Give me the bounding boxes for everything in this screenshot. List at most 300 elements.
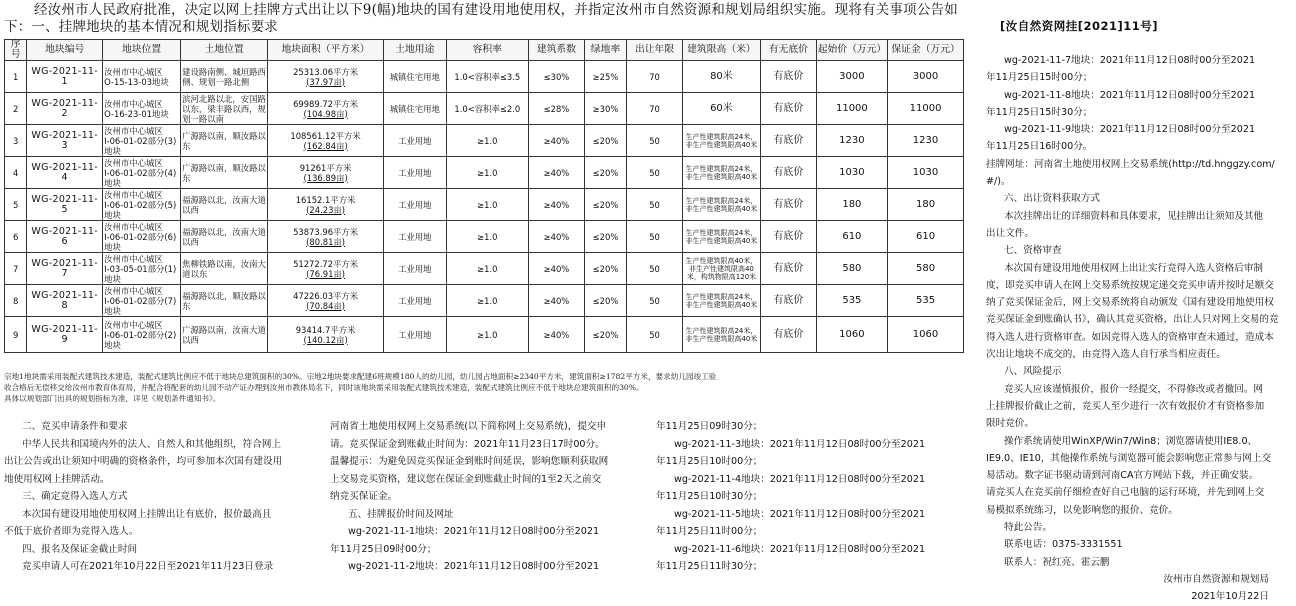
- paragraph-line: 挂牌网址：河南省土地使用权网上交易系统(http://td.hnggzy.com/: [986, 158, 1275, 170]
- paragraph-line: wg-2021-11-9地块：2021年11月12日08时00分至2021: [1004, 124, 1256, 136]
- green-ratio: ≤20%: [592, 167, 619, 178]
- reserve-price: 有底价: [773, 294, 804, 306]
- table-cell: [384, 157, 446, 189]
- paragraph-line: 年11月25日15时00分；: [986, 72, 1093, 84]
- paragraph-line: 年11月25日11时00分；: [656, 526, 763, 537]
- table-cell: [181, 125, 268, 157]
- height-limit: 生产性建筑限高24米，非生产性建筑限高40米: [685, 326, 758, 343]
- table-cell: [682, 157, 760, 189]
- table-cell: [27, 285, 103, 317]
- paragraph-line: wg-2021-11-1地块：2021年11月12日08时00分至2021: [348, 526, 600, 537]
- table-cell: [268, 189, 384, 221]
- paragraph-line: #/)。: [986, 176, 1011, 188]
- row-number: 4: [12, 167, 19, 178]
- table-cell: [682, 317, 760, 353]
- paragraph-line: 竞买申请人可在2021年10月22日至2021年11月23日登录: [22, 561, 274, 572]
- table-cell: [446, 93, 529, 125]
- floor-area-ratio: 1.0<容积率≤2.0: [454, 103, 521, 114]
- table-cell: [5, 125, 27, 157]
- paragraph-line: 八、风险提示: [1004, 366, 1062, 378]
- paragraph-line: 得入选人进行资格审查。如因竞得入选人的资格审查未通过，造成本: [986, 331, 1274, 343]
- paragraph-line: wg-2021-11-7地块：2021年11月12日08时00分至2021: [1004, 55, 1256, 66]
- height-limit: 80米: [710, 70, 733, 82]
- announcement-intro: [4, 2, 982, 36]
- plot-parcel: I-06-01-02部分(3)地块: [104, 135, 177, 156]
- plot-district: 汝州市中心城区: [104, 189, 163, 200]
- paragraph-line: 本次国有建设用地使用权网上出让实行竞得入选人资格后审制: [1004, 262, 1264, 274]
- table-header-cell: 出让年限: [627, 40, 683, 61]
- plot-area-mu: (136.89亩): [303, 172, 348, 183]
- intro-line-2: 下：一、挂牌地块的基本情况和规划指标要求: [4, 19, 278, 35]
- row-number: 9: [12, 329, 19, 340]
- table-cell: [103, 125, 181, 157]
- table-cell: [384, 285, 446, 317]
- table-cell: [446, 285, 529, 317]
- table-cell: [584, 317, 626, 353]
- plot-code: WG-2021-11-2: [31, 97, 98, 119]
- plot-area: 91261平方米: [299, 162, 352, 173]
- column-1: [4, 418, 304, 576]
- deposit: 535: [915, 294, 936, 306]
- table-cell: [888, 61, 964, 93]
- paragraph-line: 中华人民共和国境内外的法人、自然人和其他组织，符合网上: [22, 438, 282, 450]
- starting-price: 3000: [839, 70, 865, 82]
- paragraph-line: 易活动。数字证书驱动请到河南CA官方网站下载，并正确安装。: [986, 470, 1259, 482]
- note-line: 宗地1地块需采用装配式建筑技术建造，装配式建筑比例应不低于地块总建筑面积的30%。宗地2地块要求配建6班规模180人的幼儿园，幼儿园占地面积≥2340平方米，建筑面积≥1782平方米，要求幼儿园竣工验: [4, 372, 717, 381]
- table-cell: [888, 125, 964, 157]
- table-cell: [446, 125, 529, 157]
- table-cell: [446, 61, 529, 93]
- row-number: 8: [12, 295, 19, 306]
- plot-area-mu: (37.97亩): [306, 76, 346, 87]
- table-cell: [181, 253, 268, 285]
- table-cell: [5, 189, 27, 221]
- table-row: [5, 317, 964, 353]
- reserve-price: 有底价: [773, 198, 804, 210]
- table-cell: [682, 221, 760, 253]
- table-cell: [627, 157, 683, 189]
- paragraph-line: 特此公告。: [1004, 522, 1052, 534]
- green-ratio: ≤20%: [592, 231, 619, 242]
- table-cell: [27, 317, 103, 353]
- plot-district: 汝州市中心城区: [104, 98, 163, 109]
- paragraph-line: 竞买人应该谨慎报价，报价一经提交，不得修改或者撤回。网: [1004, 383, 1264, 395]
- paragraph-line: 操作系统请使用WinXP/Win7/Win8；浏览器请使用IE8.0、: [1004, 435, 1258, 447]
- table-cell: [384, 125, 446, 157]
- signature-line: 汝州市自然资源和规划局: [1163, 573, 1269, 585]
- table-cell: [268, 125, 384, 157]
- table-cell: [5, 61, 27, 93]
- deposit: 180: [915, 198, 936, 210]
- lease-years: 50: [649, 263, 660, 274]
- table-cell: [529, 317, 585, 353]
- green-ratio: ≤20%: [592, 329, 619, 340]
- green-ratio: ≤20%: [592, 295, 619, 306]
- plot-position: 福源路以北，汝南大道以西: [182, 226, 266, 247]
- plot-code: WG-2021-11-1: [31, 65, 98, 87]
- intro-line-1: 经汝州市人民政府批准，决定以网上挂牌方式出让以下9(幅)地块的国有建设用地使用权，并指定汝州市自然资源和规划局组织实施。现将有关事项公告如: [34, 2, 958, 18]
- plot-district: 汝州市中心城区: [104, 157, 163, 168]
- starting-price: 1030: [839, 166, 865, 178]
- deposit: 11000: [909, 102, 942, 114]
- height-limit: 生产性建筑限高40米，非生产性建筑限高40米，构筑物限高120米: [685, 256, 758, 281]
- table-header-cell: 土地位置: [181, 40, 268, 61]
- table-cell: [888, 189, 964, 221]
- row-number: 1: [12, 71, 19, 82]
- height-limit: 生产性建筑限高24米，非生产性建筑限高40米: [685, 132, 758, 149]
- table-row: [5, 189, 964, 221]
- plot-parcel: O-16-23-01地块: [104, 108, 169, 119]
- paragraph-line: 年11月25日15时30分；: [986, 106, 1093, 118]
- floor-area-ratio: ≥1.0: [477, 199, 498, 210]
- height-limit: 生产性建筑限高24米，非生产性建筑限高40米: [685, 164, 758, 181]
- table-cell: [627, 61, 683, 93]
- table-cell: [760, 189, 816, 221]
- paragraph-line: 四、报名及保证金截止时间: [22, 543, 138, 555]
- paragraph-line: 五、挂牌报价时间及网址: [348, 508, 454, 520]
- plot-area: 53873.96平方米: [293, 226, 359, 237]
- table-header-cell: 地块编号: [27, 40, 103, 61]
- paragraph-line: 上挂牌报价截止之前，竞买人至少进行一次有效报价才有资格参加: [986, 400, 1265, 412]
- floor-area-ratio: ≥1.0: [477, 167, 498, 178]
- paragraph-line: 纳竞买保证金。: [330, 491, 398, 502]
- paragraph-line: 年11月25日16时00分。: [986, 141, 1093, 153]
- table-cell: [268, 93, 384, 125]
- table-header-cell: 建筑限高（米）: [682, 40, 760, 61]
- table-row: [5, 285, 964, 317]
- table-cell: [584, 61, 626, 93]
- table-cell: [27, 253, 103, 285]
- table-cell: [682, 125, 760, 157]
- table-cell: [529, 157, 585, 189]
- paragraph-line: 联系人：祝红亮、霍云鹏: [1004, 556, 1110, 568]
- signature-line: 2021年10月22日: [1191, 591, 1269, 603]
- lease-years: 50: [649, 135, 660, 146]
- building-density: ≤30%: [543, 71, 570, 82]
- lease-years: 70: [649, 103, 660, 114]
- plot-area-mu: (104.98亩): [303, 108, 348, 119]
- land-plots-table: [4, 39, 964, 353]
- table-cell: [529, 93, 585, 125]
- building-density: ≥40%: [543, 329, 570, 340]
- lease-years: 50: [649, 231, 660, 242]
- table-cell: [103, 93, 181, 125]
- paragraph-line: 三、确定竞得入选人方式: [22, 491, 128, 502]
- table-cell: [268, 285, 384, 317]
- starting-price: 535: [842, 294, 862, 306]
- paragraph-line: 本次挂牌出让的详细资料和具体要求，见挂牌出让须知及其他: [1004, 210, 1264, 222]
- table-header-cell: 起始价（万元）: [816, 40, 887, 61]
- table-header-cell: 土地用途: [384, 40, 446, 61]
- floor-area-ratio: ≥1.0: [477, 295, 498, 306]
- plot-area-mu: (70.84亩): [306, 300, 346, 311]
- plot-area-mu: (162.84亩): [303, 140, 348, 151]
- plot-district: 汝州市中心城区: [104, 221, 163, 232]
- table-cell: [816, 61, 887, 93]
- plot-parcel: I-06-01-02部分(5)地块: [104, 199, 177, 220]
- paragraph-line: 六、出让资料获取方式: [1004, 193, 1100, 205]
- lease-years: 50: [649, 199, 660, 210]
- table-header-cell: 绿地率: [584, 40, 626, 61]
- row-number: 7: [12, 263, 19, 274]
- table-cell: [816, 125, 887, 157]
- table-cell: [27, 189, 103, 221]
- paragraph-line: 不低于底价者即为竞得入选人。: [4, 526, 139, 537]
- table-cell: [816, 221, 887, 253]
- plot-code: WG-2021-11-8: [31, 289, 98, 311]
- table-cell: [627, 125, 683, 157]
- row-number: 6: [12, 231, 19, 242]
- table-header-cell: 地块面积（平方米）: [268, 40, 384, 61]
- table-cell: [446, 317, 529, 353]
- table-cell: [268, 221, 384, 253]
- land-use: 城镇住宅用地: [389, 71, 440, 82]
- paragraph-line: wg-2021-11-4地块：2021年11月12日08时00分至2021: [674, 473, 926, 485]
- starting-price: 580: [842, 262, 862, 274]
- table-cell: [760, 221, 816, 253]
- paragraph-line: 出让公告或出让须知中明确的资格条件，均可参加本次国有建设用: [4, 456, 283, 467]
- paragraph-line: 年11月25日10时00分；: [656, 456, 763, 467]
- floor-area-ratio: ≥1.0: [477, 329, 498, 340]
- table-cell: [103, 253, 181, 285]
- table-cell: [584, 221, 626, 253]
- paragraph-line: 上交易竞买资格，建议您在保证金到账截止时间的1至2天之前交: [330, 473, 602, 485]
- paragraph-line: 七、资格审查: [1004, 245, 1062, 257]
- table-cell: [5, 317, 27, 353]
- table-cell: [627, 221, 683, 253]
- paragraph-line: wg-2021-11-5地块：2021年11月12日08时00分至2021: [674, 508, 926, 520]
- table-cell: [816, 157, 887, 189]
- plot-position: 福源路以北，顺汝路以东: [182, 290, 266, 311]
- table-cell: [384, 317, 446, 353]
- table-cell: [181, 157, 268, 189]
- paragraph-line: 年11月25日11时30分；: [656, 561, 763, 572]
- table-cell: [103, 61, 181, 93]
- table-header-cell: 地块位置: [103, 40, 181, 61]
- table-cell: [888, 253, 964, 285]
- table-cell: [760, 125, 816, 157]
- reserve-price: 有底价: [773, 102, 804, 114]
- table-cell: [103, 221, 181, 253]
- deposit: 1030: [912, 166, 939, 178]
- table-cell: [446, 189, 529, 221]
- paragraph-line: 本次国有建设用地使用权网上挂牌出让有底价，报价最高且: [22, 508, 272, 520]
- land-use: 工业用地: [398, 167, 432, 178]
- paragraph-line: 次出让地块不成交的，由竞得入选人自行承当相应责任。: [986, 349, 1226, 361]
- table-cell: [584, 189, 626, 221]
- table-cell: [181, 61, 268, 93]
- plot-parcel: I-06-01-02部分(4)地块: [104, 167, 177, 188]
- row-number: 3: [12, 135, 19, 146]
- plot-district: 汝州市中心城区: [104, 319, 163, 330]
- table-header-row: [5, 40, 964, 61]
- paragraph-line: 年11月25日09时00分；: [330, 543, 437, 555]
- table-cell: [5, 253, 27, 285]
- table-row: [5, 93, 964, 125]
- deposit: 1060: [912, 328, 939, 340]
- reserve-price: 有底价: [773, 328, 804, 340]
- land-use: 工业用地: [398, 263, 432, 274]
- table-cell: [816, 317, 887, 353]
- table-cell: [384, 61, 446, 93]
- table-cell: [5, 157, 27, 189]
- floor-area-ratio: ≥1.0: [477, 263, 498, 274]
- reserve-price: 有底价: [773, 134, 804, 146]
- plot-position: 广源路以南，顺汝路以东: [182, 162, 266, 183]
- row-number: 5: [12, 199, 19, 210]
- table-cell: [268, 253, 384, 285]
- table-cell: [181, 221, 268, 253]
- paragraph-line: 限时竞价。: [986, 418, 1034, 430]
- plot-code: WG-2021-11-6: [31, 225, 98, 247]
- table-cell: [816, 189, 887, 221]
- plot-district: 汝州市中心城区: [104, 125, 163, 136]
- table-cell: [103, 157, 181, 189]
- plot-code: WG-2021-11-7: [31, 257, 98, 279]
- table-cell: [584, 125, 626, 157]
- table-cell: [627, 253, 683, 285]
- table-cell: [888, 221, 964, 253]
- plot-code: WG-2021-11-9: [31, 323, 98, 345]
- height-limit: 60米: [710, 102, 733, 114]
- table-cell: [682, 93, 760, 125]
- table-cell: [181, 93, 268, 125]
- plot-parcel: I-06-01-02部分(2)地块: [104, 329, 177, 350]
- starting-price: 180: [842, 198, 862, 210]
- paragraph-line: 年11月25日09时30分；: [656, 421, 763, 432]
- plot-position: 滨河北路以北，安国路以东，梁丰路以西，规划一路以南: [182, 93, 266, 124]
- floor-area-ratio: ≥1.0: [477, 135, 498, 146]
- plot-district: 汝州市中心城区: [104, 253, 163, 264]
- green-ratio: ≤20%: [592, 135, 619, 146]
- plot-area: 93414.7平方米: [295, 324, 356, 335]
- land-use: 工业用地: [398, 329, 432, 340]
- plot-code: WG-2021-11-3: [31, 129, 98, 151]
- paragraph-line: 纳了竞买保证金后，网上交易系统将自动颁发《国有建设用地使用权: [986, 297, 1274, 309]
- table-cell: [268, 317, 384, 353]
- building-density: ≥40%: [543, 231, 570, 242]
- land-use: 工业用地: [398, 295, 432, 306]
- table-row: [5, 125, 964, 157]
- table-header-cell: 保证金（万元）: [888, 40, 964, 61]
- building-density: ≤28%: [543, 103, 570, 114]
- reserve-price: 有底价: [773, 230, 804, 242]
- paragraph-line: 请竞买人在竞买前仔细检查好自己电脑的运行环境，并先到网上交: [986, 487, 1265, 499]
- plot-parcel: I-03-05-01部分(1)地块: [104, 263, 177, 284]
- green-ratio: ≥30%: [592, 103, 619, 114]
- height-limit: 生产性建筑限高24米，非生产性建筑限高40米: [685, 228, 758, 245]
- table-cell: [888, 285, 964, 317]
- land-use: 工业用地: [398, 135, 432, 146]
- deposit: 1230: [912, 134, 939, 146]
- floor-area-ratio: ≥1.0: [477, 231, 498, 242]
- paragraph-line: 竞买保证金到账确认书》，确认其竞买资格，出让人只对网上交易的竞: [986, 314, 1279, 326]
- table-cell: [760, 253, 816, 285]
- table-row: [5, 253, 964, 285]
- plot-area: 108561.12平方米: [290, 130, 361, 141]
- note-line: 收合格后无偿移交给汝州市教育体育局，并配合将配套的幼儿园不动产证办理到汝州市教体局名下，同时该地块需采用装配式建筑技术建造，装配式建筑比例应不低于地块总建筑面积的30%。: [4, 383, 644, 392]
- reserve-price: 有底价: [773, 262, 804, 274]
- table-cell: [384, 253, 446, 285]
- table-cell: [27, 61, 103, 93]
- table-cell: [529, 61, 585, 93]
- table-cell: [268, 157, 384, 189]
- table-cell: [384, 93, 446, 125]
- plot-code: WG-2021-11-4: [31, 161, 98, 183]
- table-cell: [181, 285, 268, 317]
- right-column: [986, 52, 1291, 606]
- land-use: 城镇住宅用地: [389, 103, 440, 114]
- column-2: [330, 418, 636, 576]
- table-cell: [682, 189, 760, 221]
- table-cell: [888, 93, 964, 125]
- paragraph-line: 河南省土地使用权网上交易系统(以下简称网上交易系统)，提交申: [330, 421, 607, 432]
- plot-district: 汝州市中心城区: [104, 285, 163, 296]
- table-cell: [103, 317, 181, 353]
- plot-position: 焦柳铁路以南，汝南大道以东: [182, 258, 266, 279]
- table-cell: [627, 93, 683, 125]
- plot-parcel: I-06-01-02部分(6)地块: [104, 231, 177, 252]
- table-cell: [27, 157, 103, 189]
- plot-area-mu: (76.91亩): [306, 268, 346, 279]
- table-cell: [446, 253, 529, 285]
- plot-district: 汝州市中心城区: [104, 66, 163, 77]
- paragraph-line: IE9.0、IE10，其他操作系统与浏览器可能会影响您正常参与网上交: [986, 452, 1272, 464]
- table-cell: [888, 157, 964, 189]
- table-cell: [529, 125, 585, 157]
- table-row: [5, 61, 964, 93]
- building-density: ≥40%: [543, 263, 570, 274]
- table-header-cell: 容积率: [446, 40, 529, 61]
- starting-price: 1230: [839, 134, 865, 146]
- table-cell: [816, 93, 887, 125]
- building-density: ≥40%: [543, 167, 570, 178]
- table-cell: [627, 189, 683, 221]
- green-ratio: ≤20%: [592, 199, 619, 210]
- table-cell: [529, 253, 585, 285]
- table-cell: [682, 61, 760, 93]
- paragraph-line: 地使用权网上挂牌活动。: [4, 473, 110, 485]
- plot-area-mu: (80.81亩): [306, 236, 346, 247]
- deposit: 3000: [912, 70, 939, 82]
- table-cell: [816, 285, 887, 317]
- green-ratio: ≥25%: [592, 71, 619, 82]
- table-cell: [27, 93, 103, 125]
- reserve-price: 有底价: [773, 70, 804, 82]
- column-3: [656, 418, 976, 576]
- table-cell: [181, 189, 268, 221]
- paragraph-line: 温馨提示：为避免因竞买保证金到账时间延误，影响您顺利获取网: [330, 456, 609, 467]
- paragraph-line: wg-2021-11-6地块：2021年11月12日08时00分至2021: [674, 543, 926, 555]
- table-cell: [760, 317, 816, 353]
- paragraph-line: 请。竞买保证金到账截止时间为：2021年11月23日17时00分。: [330, 438, 605, 450]
- table-cell: [446, 157, 529, 189]
- table-cell: [268, 61, 384, 93]
- building-density: ≥40%: [543, 295, 570, 306]
- table-cell: [584, 253, 626, 285]
- deposit: 580: [915, 262, 936, 274]
- table-cell: [760, 93, 816, 125]
- table-notes: [4, 371, 972, 404]
- starting-price: 11000: [835, 102, 868, 114]
- table-cell: [384, 189, 446, 221]
- paragraph-line: wg-2021-11-2地块：2021年11月12日08时00分至2021: [348, 561, 600, 572]
- table-header-cell: 序号: [5, 40, 27, 61]
- table-cell: [816, 253, 887, 285]
- lease-years: 50: [649, 295, 660, 306]
- plot-area: 69989.72平方米: [293, 98, 359, 109]
- table-cell: [27, 125, 103, 157]
